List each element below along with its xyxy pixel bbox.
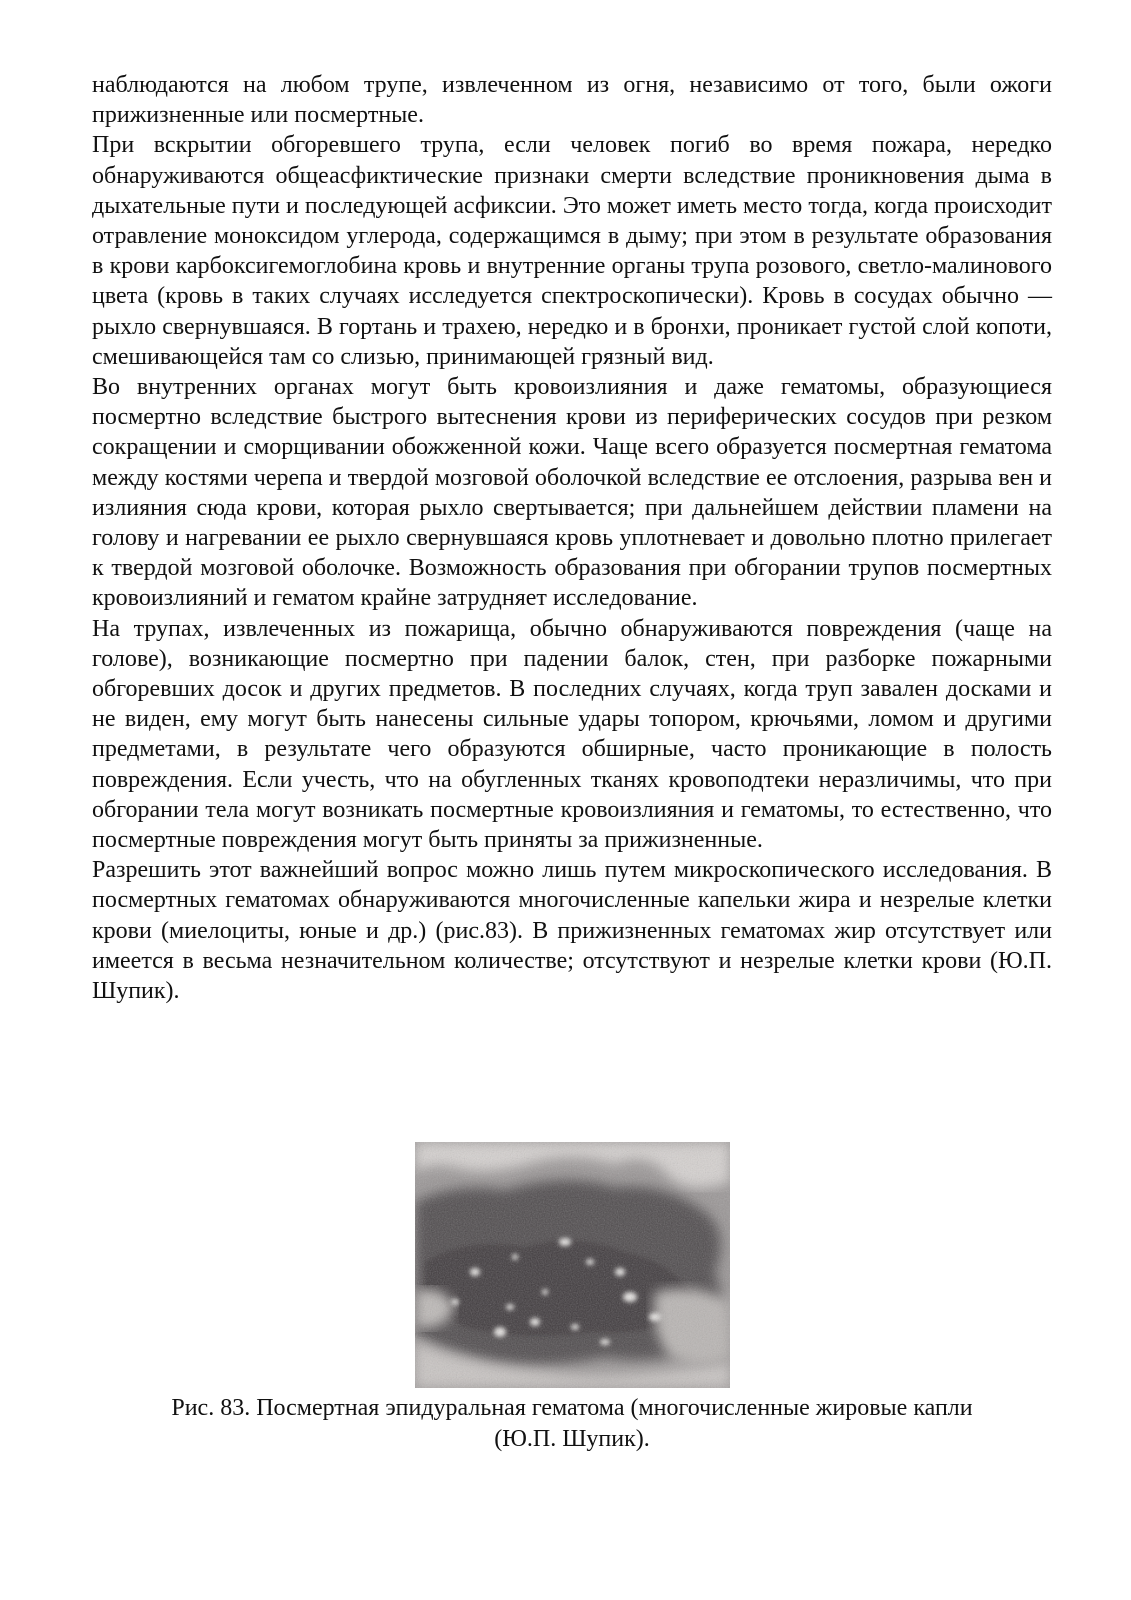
paragraph-2: При вскрытии обгоревшего трупа, если человек погиб во время пожара, нередко обнаруживаются общеасфиктические признаки смерти вследствие проникновения дыма в дыхательные пути и последующей асфиксии. Это может иметь место тогда, когда происходит отравление моноксидом углерода, содержащимся в дыму; при этом в результате образования в крови карбоксигемоглобина кровь и внутренние органы трупа розового, светло-малинового цвета (кровь в таких случаях исследуется спектроскопически). Кровь в сосудах обычно — рыхло свернувшаяся. В гортань и трахею, нередко и в бронхи, проникает густой слой копоти, смешивающейся там со слизью, принимающей грязный вид.: [92, 132, 1052, 370]
figure-caption-line-2: (Ю.П. Шупик).: [494, 1426, 650, 1452]
micrograph-image: [415, 1142, 730, 1388]
paragraph-5: Разрешить этот важнейший вопрос можно лишь путем микроскопического исследования. В посмертных гематомах обнаруживаются многочисленные капельки жира и незрелые клетки крови (миелоциты, юные и др.) (рис.83). В прижизненных гематомах жир отсутствует или имеется в весьма незначительном количестве; отсутствуют и незрелые клетки крови (Ю.П. Шупик).: [92, 857, 1052, 1005]
paragraph-3: Во внутренних органах могут быть кровоизлияния и даже гематомы, образующиеся посмертно вследствие быстрого вытеснения крови из периферических сосудов при резком сокращении и сморщивании обожженной кожи. Чаще всего образуется посмертная гематома между костями черепа и твердой мозговой оболочкой вследствие ее отслоения, разрыва вен и излияния сюда крови, которая рыхло свертывается; при дальнейшем действии пламени на голову и нагревании ее рыхло свернувшаяся кровь уплотневает и довольно плотно прилегает к твердой мозговой оболочке. Возможность образования при обгорании трупов посмертных кровоизлияний и гематом крайне затрудняет исследование.: [92, 374, 1052, 612]
document-body: [92, 70, 1052, 1006]
micrograph-figure: [415, 1142, 730, 1388]
paragraph-1: наблюдаются на любом трупе, извлеченном из огня, независимо от того, были ожоги прижизненные или посмертные.: [92, 72, 1052, 129]
figure-caption-line-1: Рис. 83. Посмертная эпидуральная гематома (многочисленные жировые капли: [171, 1395, 973, 1421]
figure-caption: [92, 1393, 1052, 1455]
paragraph-4: На трупах, извлеченных из пожарища, обычно обнаруживаются повреждения (чаще на голове), возникающие посмертно при падении балок, стен, при разборке пожарными обгоревших досок и других предметов. В последних случаях, когда труп завален досками и не виден, ему могут быть нанесены сильные удары топором, крючьями, ломом и другими предметами, в результате чего образуются обширные, часто проникающие в полость повреждения. Если учесть, что на обугленных тканях кровоподтеки неразличимы, что при обгорании тела могут возникать посмертные кровоизлияния и гематомы, то естественно, что посмертные повреждения могут быть приняты за прижизненные.: [92, 615, 1052, 854]
